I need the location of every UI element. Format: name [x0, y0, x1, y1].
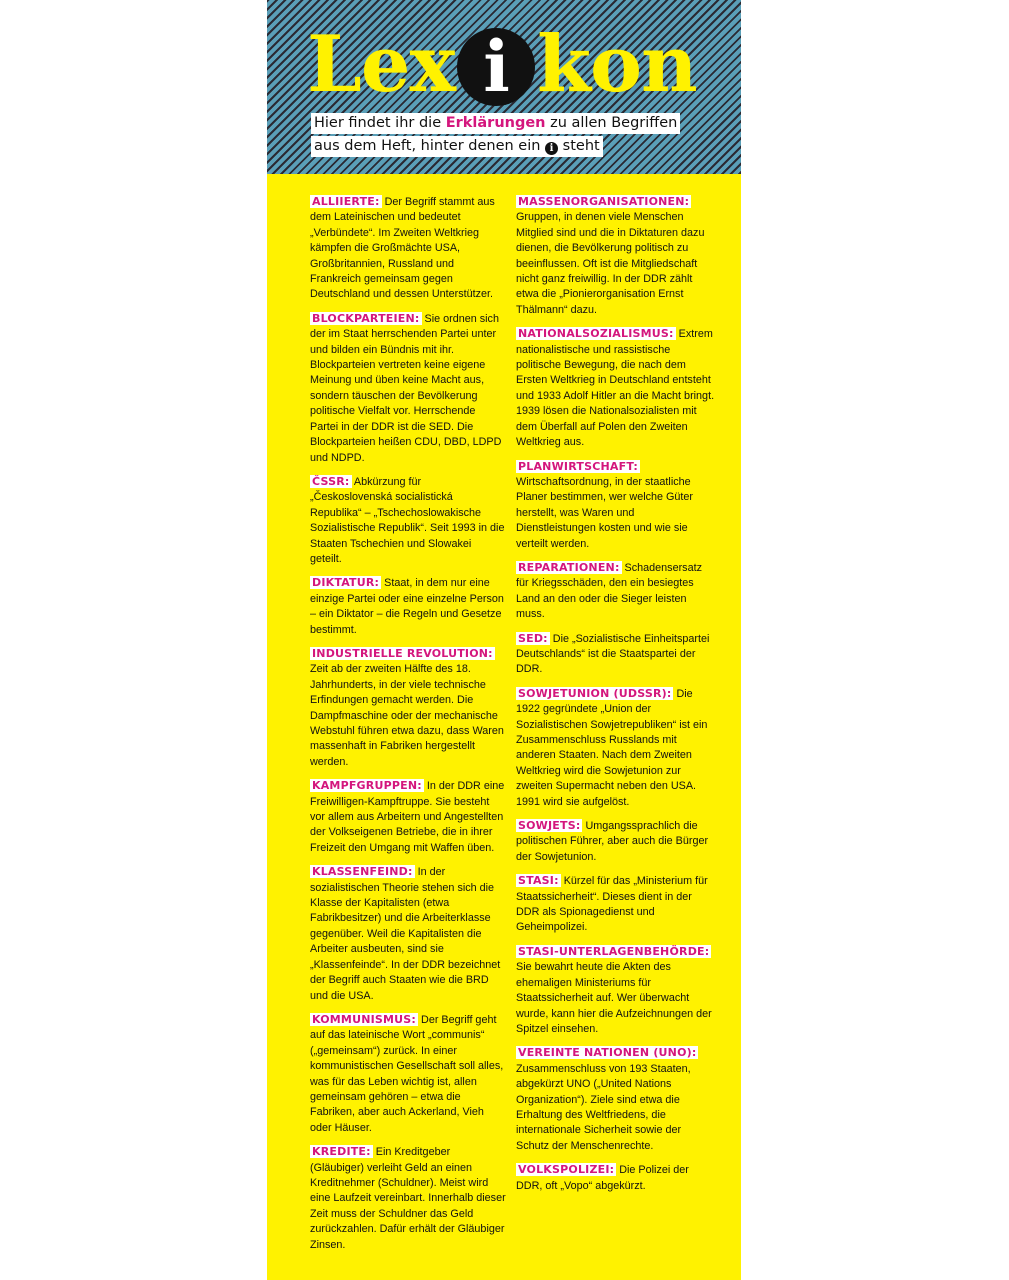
glossary-definition: Der Begriff stammt aus dem Lateinischen und bedeutet „Verbündete“. Im Zweiten Weltkrieg kämpfen die Großmächte USA, Großbritannien, Russland und Frankreich gemeinsam gegen Deutschland und dessen Unterstützer. [310, 196, 495, 301]
glossary-term: NATIONALSOZIALISMUS: [518, 327, 674, 341]
glossary-entry [516, 326, 715, 450]
glossary-entry [516, 818, 715, 865]
glossary-definition: Gruppen, in denen viele Menschen Mitglied sind und die in Diktaturen dazu dienen, die Bevölkerung politisch zu beeinflussen. Oft ist die Mitgliedschaft nicht ganz freiwillig. In der DDR zählt etwa die „Pionierorganisation Ernst Thälmann“ dazu. [516, 211, 705, 316]
glossary-column-left [310, 194, 506, 1261]
glossary-definition: Kürzel für das „Ministerium für Staatssicherheit“. Dieses dient in der DDR als Spionagedienst und Geheimpolizei. [516, 875, 708, 934]
glossary-definition: In der DDR eine Freiwilligen-Kampftruppe. Sie besteht vor allem aus Arbeitern und Angestellten der Volkseigenen Betriebe, die in ihrer Freizeit den Umgang mit Waffen üben. [310, 780, 505, 854]
glossary-definition: Zeit ab der zweiten Hälfte des 18. Jahrhunderts, in der viele technische Erfindungen gemacht werden. Die Dampfmaschine oder der mechanische Webstuhl führen etwa dazu, dass Waren massenhaft in Fabriken hergestellt werden. [310, 663, 504, 768]
subtitle-line-1 [311, 113, 680, 134]
glossary-entry [516, 459, 715, 552]
glossary-entry [516, 560, 715, 623]
glossary-entry [310, 646, 506, 770]
glossary-term: PLANWIRTSCHAFT: [518, 459, 639, 473]
glossary-definition: Sie ordnen sich der im Staat herrschenden Partei unter und bilden ein Bündnis mit ihr. Blockparteien vertreten keine eigene Meinung und üben keine Macht aus, sondern täuschen der Bevölkerung politische Vielfalt vor. Herrschende Partei in der DDR ist die SED. Die Blockparteien heißen CDU, DBD, LDPD und NDPD. [310, 312, 502, 464]
header-banner [267, 0, 741, 174]
lexikon-page [267, 0, 741, 1280]
glossary-term: REPARATIONEN: [518, 560, 620, 574]
glossary-definition: Die Polizei der DDR, oft „Vopo“ abgekürzt. [516, 1164, 689, 1192]
glossary-term: KLASSENFEIND: [312, 865, 413, 879]
glossary-term: KOMMUNISMUS: [312, 1012, 417, 1026]
subtitle-text: steht [558, 138, 600, 154]
glossary-term: KAMPFGRUPPEN: [312, 779, 422, 793]
glossary-definition: Schadensersatz für Kriegsschäden, den ein besiegtes Land an den oder die Sieger leisten muss. [516, 561, 702, 621]
glossary-definition: Ein Kreditgeber (Gläubiger) verleiht Geld an einen Kreditnehmer (Schuldner). Meist wird eine Laufzeit vereinbart. Innerhalb dieser Zeit muss der Schuldner das Geld zurückzahlen. Dafür erhält der Gläubiger Zinsen. [310, 1146, 506, 1251]
glossary-definition: Die „Sozialistische Einheitspartei Deutschlands“ ist die Staatspartei der DDR. [516, 632, 710, 676]
glossary-entry [310, 474, 506, 567]
glossary-entry [310, 1012, 506, 1136]
glossary-term: ALLIIERTE: [312, 195, 380, 208]
glossary-definition: Zusammenschluss von 193 Staaten, abgekürzt UNO („United Nations Organization“). Ziele sind etwa die Erhaltung des Weltfriedens, die internationale Sicherheit sowie der Schutz der Menschenrechte. [516, 1062, 691, 1152]
glossary-definition: Extrem nationalistische und rassistische politische Bewegung, die nach dem Ersten Weltkrieg in Deutschland entsteht und 1933 Adolf Hitler an die Macht bringt. 1939 lösen die Nationalsozialisten mit dem Überfall auf Polen den Zweiten Weltkrieg aus. [516, 328, 715, 449]
glossary-entry [310, 864, 506, 1004]
glossary-column-right [516, 194, 715, 1202]
glossary-entry [516, 873, 715, 936]
glossary-definition: In der sozialistischen Theorie stehen sich die Klasse der Kapitalisten (etwa Fabrikbesitzer) und die Arbeiterklasse gegenüber. Weil die Kapitalisten die Arbeiter ausbeuten, sind sie „Klassenfeinde“. In der DDR bezeichnet der Begriff auch Staaten wie die BRD und die USA. [310, 866, 501, 1002]
glossary-definition: Die 1922 gegründete „Union der Sozialistischen Sowjetrepubliken“ ist ein Zusammenschluss Russlands mit anderen Staaten. Nach dem Zweiten Weltkrieg wird die Sowjetunion zur zweiten Supermacht neben den USA. 1991 wird sie aufgelöst. [516, 687, 708, 808]
glossary-entry [516, 1045, 715, 1154]
glossary-entry [516, 1162, 715, 1194]
glossary-definition: Sie bewahrt heute die Akten des ehemaligen Ministeriums für Staatssicherheit auf. Wer überwacht wurde, kann hier die Aufzeichnungen der Spitzel einsehen. [516, 961, 712, 1035]
glossary-entry [516, 686, 715, 810]
subtitle-line-2 [311, 136, 603, 157]
glossary-definition: Abkürzung für „Československá socialistická Republika“ – „Tschechoslowakische Sozialistische Republik“. Seit 1993 in die Staaten Tschechien und Slowakei geteilt. [310, 475, 505, 565]
glossary-term: INDUSTRIELLE REVOLUTION: [312, 646, 493, 660]
glossary-term: MASSENORGANISATIONEN: [518, 195, 690, 208]
subtitle-highlight: Erklärungen [445, 115, 546, 131]
glossary-term: SOWJETUNION (UDSSR): [518, 686, 672, 700]
glossary-term: ČSSR: [312, 474, 350, 488]
glossary-entry [310, 575, 506, 638]
glossary-term: STASI-UNTERLAGENBEHÖRDE: [518, 944, 710, 958]
info-icon-large: i [457, 28, 535, 106]
glossary-term: STASI: [518, 874, 559, 888]
glossary-definition: Wirtschaftsordnung, in der staatliche Planer bestimmen, wer welche Güter herstellt, was Waren und Dienstleistungen kosten und wie sie verteilt werden. [516, 475, 694, 550]
glossary-term: VOLKSPOLIZEI: [518, 1163, 615, 1177]
page-title [307, 20, 697, 110]
glossary-term: SED: [518, 631, 548, 645]
subtitle [311, 113, 711, 159]
subtitle-text: aus dem Heft, hinter denen ein [314, 138, 546, 154]
glossary-definition: Umgangssprachlich die politischen Führer, aber auch die Bürger der Sowjetunion. [516, 820, 709, 863]
glossary-entry [310, 1144, 506, 1253]
title-end: kon [536, 19, 697, 110]
info-icon: i [545, 142, 558, 155]
subtitle-text: Hier findet ihr die [314, 115, 446, 131]
glossary-term: VEREINTE NATIONEN (UNO): [518, 1046, 697, 1060]
subtitle-text: zu allen Begriffen [545, 115, 678, 131]
glossary-definition: Der Begriff geht auf das lateinische Wort „communis“ („gemeinsam“) zurück. In einer kommunistischen Gesellschaft soll alles, was für das Leben wichtig ist, allen gemeinsam gehören – etwa die Fabriken, aber auch Ackerland, Vieh oder Häuser. [310, 1013, 504, 1134]
glossary-entry [310, 194, 506, 303]
title-start: Lex [307, 19, 455, 110]
glossary-definition: Staat, in dem nur eine einzige Partei oder eine einzelne Person – ein Diktator – die Regeln und Gesetze bestimmt. [310, 577, 504, 636]
glossary-entry [310, 778, 506, 856]
glossary-term: DIKTATUR: [312, 576, 380, 590]
glossary-entry [516, 631, 715, 678]
glossary-entry [516, 944, 715, 1037]
glossary-entry [516, 194, 715, 318]
glossary-entry [310, 311, 506, 466]
glossary-term: SOWJETS: [518, 819, 581, 833]
glossary-term: BLOCKPARTEIEN: [312, 311, 420, 325]
glossary-term: KREDITE: [312, 1145, 371, 1159]
